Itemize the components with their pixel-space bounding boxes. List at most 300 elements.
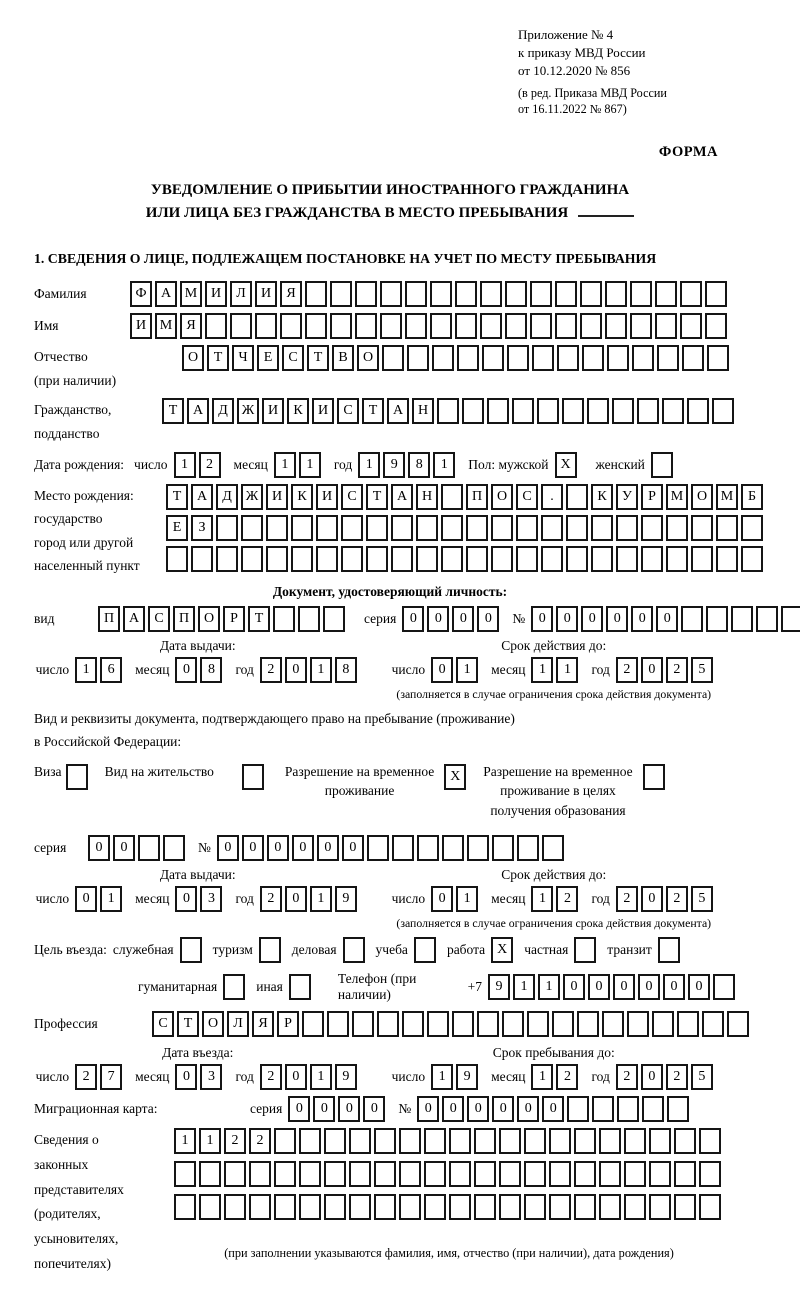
char-cell[interactable] <box>505 313 527 339</box>
char-cell[interactable]: 8 <box>200 657 222 683</box>
char-cell[interactable] <box>166 546 188 572</box>
char-cell[interactable]: Ф <box>130 281 152 307</box>
char-cell[interactable]: Я <box>252 1011 274 1037</box>
char-cell[interactable] <box>305 281 327 307</box>
char-cell[interactable] <box>199 1161 221 1187</box>
char-cell[interactable]: 0 <box>175 1064 197 1090</box>
char-cell[interactable] <box>399 1161 421 1187</box>
char-cell[interactable] <box>432 345 454 371</box>
char-cell[interactable]: 0 <box>427 606 449 632</box>
char-cell[interactable] <box>163 835 185 861</box>
char-cell[interactable] <box>374 1128 396 1154</box>
char-cell[interactable]: В <box>332 345 354 371</box>
char-cell[interactable]: 2 <box>666 657 688 683</box>
char-cell[interactable] <box>574 1161 596 1187</box>
char-cell[interactable] <box>527 1011 549 1037</box>
char-cell[interactable] <box>557 345 579 371</box>
char-cell[interactable]: Т <box>362 398 384 424</box>
char-cell[interactable] <box>524 1128 546 1154</box>
char-cell[interactable] <box>449 1161 471 1187</box>
char-cell[interactable]: 2 <box>616 1064 638 1090</box>
char-cell[interactable]: 0 <box>638 974 660 1000</box>
char-cell[interactable] <box>492 835 514 861</box>
char-cell[interactable]: 9 <box>488 974 510 1000</box>
char-cell[interactable] <box>441 546 463 572</box>
char-cell[interactable] <box>266 546 288 572</box>
char-cell[interactable] <box>449 1194 471 1220</box>
char-cell[interactable] <box>517 835 539 861</box>
char-cell[interactable]: Т <box>307 345 329 371</box>
char-cell[interactable] <box>741 515 763 541</box>
char-cell[interactable] <box>591 546 613 572</box>
char-cell[interactable] <box>587 398 609 424</box>
char-cell[interactable] <box>424 1128 446 1154</box>
char-cell[interactable]: Н <box>412 398 434 424</box>
char-cell[interactable]: 0 <box>631 606 653 632</box>
char-cell[interactable] <box>516 546 538 572</box>
char-cell[interactable]: 0 <box>477 606 499 632</box>
char-cell[interactable] <box>691 515 713 541</box>
char-cell[interactable]: О <box>357 345 379 371</box>
char-cell[interactable] <box>574 1194 596 1220</box>
char-cell[interactable] <box>577 1011 599 1037</box>
char-cell[interactable] <box>491 515 513 541</box>
char-cell[interactable]: 0 <box>452 606 474 632</box>
char-cell[interactable]: 0 <box>288 1096 310 1122</box>
char-cell[interactable] <box>616 546 638 572</box>
char-cell[interactable] <box>630 281 652 307</box>
char-cell[interactable] <box>706 606 728 632</box>
char-cell[interactable]: 2 <box>260 657 282 683</box>
char-cell[interactable] <box>455 281 477 307</box>
char-cell[interactable]: 2 <box>260 1064 282 1090</box>
char-cell[interactable]: 0 <box>581 606 603 632</box>
char-cell[interactable] <box>681 606 703 632</box>
char-cell[interactable] <box>537 398 559 424</box>
char-cell[interactable] <box>655 281 677 307</box>
char-cell[interactable]: 1 <box>310 657 332 683</box>
char-cell[interactable] <box>349 1161 371 1187</box>
char-cell[interactable]: 1 <box>538 974 560 1000</box>
char-cell[interactable]: 3 <box>200 1064 222 1090</box>
char-cell[interactable] <box>266 515 288 541</box>
char-cell[interactable] <box>505 281 527 307</box>
char-cell[interactable]: Д <box>212 398 234 424</box>
char-cell[interactable]: А <box>191 484 213 510</box>
char-cell[interactable]: 1 <box>513 974 535 1000</box>
char-cell[interactable]: Ж <box>237 398 259 424</box>
char-cell[interactable] <box>480 313 502 339</box>
char-cell[interactable] <box>566 484 588 510</box>
char-cell[interactable]: 1 <box>75 657 97 683</box>
char-cell[interactable] <box>224 1161 246 1187</box>
char-cell[interactable]: 1 <box>274 452 296 478</box>
char-cell[interactable]: 1 <box>310 1064 332 1090</box>
char-cell[interactable] <box>480 281 502 307</box>
char-cell[interactable]: Т <box>207 345 229 371</box>
char-cell[interactable]: 9 <box>335 1064 357 1090</box>
char-cell[interactable] <box>380 313 402 339</box>
char-cell[interactable] <box>138 835 160 861</box>
char-cell[interactable]: Т <box>166 484 188 510</box>
char-cell[interactable] <box>442 835 464 861</box>
char-cell[interactable] <box>341 546 363 572</box>
char-cell[interactable]: У <box>616 484 638 510</box>
char-cell[interactable] <box>427 1011 449 1037</box>
char-cell[interactable] <box>367 835 389 861</box>
char-cell[interactable]: 0 <box>417 1096 439 1122</box>
char-cell[interactable] <box>302 1011 324 1037</box>
char-cell[interactable]: 2 <box>224 1128 246 1154</box>
char-cell[interactable]: Т <box>162 398 184 424</box>
char-cell[interactable]: 1 <box>100 886 122 912</box>
char-cell[interactable]: 8 <box>335 657 357 683</box>
char-cell[interactable] <box>216 515 238 541</box>
char-cell[interactable]: И <box>262 398 284 424</box>
char-cell[interactable] <box>541 546 563 572</box>
char-cell[interactable]: 0 <box>531 606 553 632</box>
char-cell[interactable] <box>323 606 345 632</box>
char-cell[interactable] <box>441 515 463 541</box>
char-cell[interactable]: О <box>198 606 220 632</box>
char-cell[interactable] <box>630 313 652 339</box>
char-cell[interactable]: Б <box>741 484 763 510</box>
char-cell[interactable] <box>642 1096 664 1122</box>
char-cell[interactable]: Т <box>366 484 388 510</box>
char-cell[interactable]: 0 <box>563 974 585 1000</box>
char-cell[interactable] <box>651 452 673 478</box>
char-cell[interactable]: С <box>282 345 304 371</box>
char-cell[interactable] <box>652 1011 674 1037</box>
char-cell[interactable] <box>324 1128 346 1154</box>
char-cell[interactable]: 0 <box>285 1064 307 1090</box>
char-cell[interactable] <box>658 937 680 963</box>
char-cell[interactable]: 0 <box>663 974 685 1000</box>
char-cell[interactable]: 1 <box>531 1064 553 1090</box>
char-cell[interactable]: 2 <box>199 452 221 478</box>
char-cell[interactable]: 5 <box>691 1064 713 1090</box>
char-cell[interactable] <box>280 313 302 339</box>
char-cell[interactable]: Н <box>416 484 438 510</box>
char-cell[interactable]: 5 <box>691 657 713 683</box>
char-cell[interactable]: И <box>266 484 288 510</box>
char-cell[interactable] <box>405 313 427 339</box>
char-cell[interactable] <box>524 1194 546 1220</box>
char-cell[interactable] <box>316 546 338 572</box>
char-cell[interactable] <box>687 398 709 424</box>
char-cell[interactable] <box>324 1161 346 1187</box>
char-cell[interactable]: 0 <box>517 1096 539 1122</box>
char-cell[interactable]: 0 <box>342 835 364 861</box>
char-cell[interactable] <box>662 398 684 424</box>
char-cell[interactable]: 0 <box>492 1096 514 1122</box>
char-cell[interactable] <box>607 345 629 371</box>
char-cell[interactable] <box>374 1194 396 1220</box>
char-cell[interactable] <box>549 1161 571 1187</box>
char-cell[interactable] <box>552 1011 574 1037</box>
char-cell[interactable]: К <box>591 484 613 510</box>
char-cell[interactable] <box>580 313 602 339</box>
char-cell[interactable]: 9 <box>383 452 405 478</box>
char-cell[interactable] <box>499 1128 521 1154</box>
char-cell[interactable]: П <box>173 606 195 632</box>
char-cell[interactable] <box>274 1128 296 1154</box>
char-cell[interactable]: С <box>152 1011 174 1037</box>
char-cell[interactable] <box>499 1161 521 1187</box>
char-cell[interactable] <box>377 1011 399 1037</box>
char-cell[interactable] <box>66 764 88 790</box>
char-cell[interactable]: X <box>555 452 577 478</box>
char-cell[interactable] <box>223 974 245 1000</box>
char-cell[interactable] <box>612 398 634 424</box>
char-cell[interactable]: 1 <box>310 886 332 912</box>
char-cell[interactable]: 1 <box>174 1128 196 1154</box>
char-cell[interactable]: 0 <box>467 1096 489 1122</box>
char-cell[interactable] <box>516 515 538 541</box>
char-cell[interactable] <box>430 313 452 339</box>
char-cell[interactable]: 2 <box>556 1064 578 1090</box>
char-cell[interactable]: 6 <box>100 657 122 683</box>
char-cell[interactable]: 1 <box>556 657 578 683</box>
char-cell[interactable] <box>682 345 704 371</box>
char-cell[interactable] <box>699 1161 721 1187</box>
char-cell[interactable]: М <box>666 484 688 510</box>
char-cell[interactable] <box>542 835 564 861</box>
char-cell[interactable] <box>298 606 320 632</box>
char-cell[interactable] <box>566 515 588 541</box>
char-cell[interactable] <box>666 515 688 541</box>
char-cell[interactable] <box>249 1161 271 1187</box>
char-cell[interactable]: С <box>337 398 359 424</box>
char-cell[interactable]: К <box>287 398 309 424</box>
char-cell[interactable] <box>580 281 602 307</box>
char-cell[interactable]: 1 <box>199 1128 221 1154</box>
char-cell[interactable] <box>452 1011 474 1037</box>
char-cell[interactable] <box>457 345 479 371</box>
char-cell[interactable] <box>330 313 352 339</box>
char-cell[interactable] <box>491 546 513 572</box>
char-cell[interactable]: А <box>391 484 413 510</box>
char-cell[interactable]: 5 <box>691 886 713 912</box>
char-cell[interactable]: Р <box>641 484 663 510</box>
char-cell[interactable] <box>507 345 529 371</box>
char-cell[interactable] <box>174 1161 196 1187</box>
char-cell[interactable] <box>414 937 436 963</box>
char-cell[interactable] <box>502 1011 524 1037</box>
char-cell[interactable] <box>649 1128 671 1154</box>
char-cell[interactable]: П <box>466 484 488 510</box>
char-cell[interactable] <box>562 398 584 424</box>
char-cell[interactable] <box>259 937 281 963</box>
char-cell[interactable]: 0 <box>641 886 663 912</box>
char-cell[interactable] <box>605 313 627 339</box>
char-cell[interactable] <box>655 313 677 339</box>
char-cell[interactable] <box>530 281 552 307</box>
char-cell[interactable] <box>677 1011 699 1037</box>
char-cell[interactable]: 2 <box>75 1064 97 1090</box>
char-cell[interactable]: И <box>205 281 227 307</box>
char-cell[interactable]: X <box>444 764 466 790</box>
char-cell[interactable]: 0 <box>175 886 197 912</box>
char-cell[interactable]: П <box>98 606 120 632</box>
char-cell[interactable]: 0 <box>363 1096 385 1122</box>
char-cell[interactable] <box>299 1194 321 1220</box>
char-cell[interactable]: 0 <box>688 974 710 1000</box>
char-cell[interactable] <box>467 835 489 861</box>
char-cell[interactable] <box>741 546 763 572</box>
char-cell[interactable] <box>399 1194 421 1220</box>
char-cell[interactable]: 1 <box>456 886 478 912</box>
char-cell[interactable] <box>712 398 734 424</box>
char-cell[interactable]: 0 <box>613 974 635 1000</box>
char-cell[interactable]: Т <box>177 1011 199 1037</box>
char-cell[interactable]: 0 <box>606 606 628 632</box>
char-cell[interactable] <box>624 1161 646 1187</box>
char-cell[interactable] <box>781 606 800 632</box>
char-cell[interactable] <box>407 345 429 371</box>
char-cell[interactable] <box>205 313 227 339</box>
char-cell[interactable] <box>180 937 202 963</box>
char-cell[interactable] <box>582 345 604 371</box>
char-cell[interactable] <box>641 546 663 572</box>
char-cell[interactable]: 0 <box>313 1096 335 1122</box>
char-cell[interactable]: Е <box>257 345 279 371</box>
char-cell[interactable]: 0 <box>292 835 314 861</box>
char-cell[interactable] <box>316 515 338 541</box>
char-cell[interactable] <box>416 515 438 541</box>
char-cell[interactable] <box>382 345 404 371</box>
char-cell[interactable]: 2 <box>616 657 638 683</box>
char-cell[interactable]: 2 <box>556 886 578 912</box>
char-cell[interactable]: 3 <box>200 886 222 912</box>
char-cell[interactable] <box>191 546 213 572</box>
char-cell[interactable]: 0 <box>75 886 97 912</box>
char-cell[interactable]: 9 <box>456 1064 478 1090</box>
char-cell[interactable]: 0 <box>641 1064 663 1090</box>
char-cell[interactable] <box>399 1128 421 1154</box>
char-cell[interactable]: И <box>255 281 277 307</box>
char-cell[interactable]: И <box>312 398 334 424</box>
char-cell[interactable]: 1 <box>299 452 321 478</box>
char-cell[interactable] <box>691 546 713 572</box>
char-cell[interactable] <box>756 606 778 632</box>
char-cell[interactable] <box>617 1096 639 1122</box>
char-cell[interactable]: 0 <box>217 835 239 861</box>
char-cell[interactable] <box>417 835 439 861</box>
char-cell[interactable]: О <box>202 1011 224 1037</box>
char-cell[interactable]: С <box>148 606 170 632</box>
char-cell[interactable] <box>455 313 477 339</box>
char-cell[interactable]: 0 <box>588 974 610 1000</box>
char-cell[interactable]: 2 <box>249 1128 271 1154</box>
char-cell[interactable] <box>352 1011 374 1037</box>
char-cell[interactable] <box>462 398 484 424</box>
char-cell[interactable] <box>667 1096 689 1122</box>
char-cell[interactable] <box>273 606 295 632</box>
char-cell[interactable]: М <box>716 484 738 510</box>
char-cell[interactable]: 0 <box>556 606 578 632</box>
char-cell[interactable] <box>666 546 688 572</box>
char-cell[interactable] <box>699 1128 721 1154</box>
char-cell[interactable] <box>532 345 554 371</box>
char-cell[interactable]: 0 <box>285 886 307 912</box>
char-cell[interactable] <box>567 1096 589 1122</box>
char-cell[interactable]: 0 <box>113 835 135 861</box>
char-cell[interactable]: 0 <box>175 657 197 683</box>
char-cell[interactable]: Ч <box>232 345 254 371</box>
char-cell[interactable]: А <box>187 398 209 424</box>
char-cell[interactable] <box>341 515 363 541</box>
char-cell[interactable]: 2 <box>260 886 282 912</box>
char-cell[interactable] <box>627 1011 649 1037</box>
char-cell[interactable] <box>680 313 702 339</box>
char-cell[interactable]: О <box>491 484 513 510</box>
char-cell[interactable] <box>702 1011 724 1037</box>
char-cell[interactable]: 1 <box>531 886 553 912</box>
char-cell[interactable] <box>707 345 729 371</box>
char-cell[interactable] <box>402 1011 424 1037</box>
char-cell[interactable]: 0 <box>431 657 453 683</box>
char-cell[interactable]: А <box>123 606 145 632</box>
char-cell[interactable] <box>731 606 753 632</box>
char-cell[interactable]: 0 <box>542 1096 564 1122</box>
char-cell[interactable] <box>349 1128 371 1154</box>
char-cell[interactable] <box>699 1194 721 1220</box>
char-cell[interactable] <box>324 1194 346 1220</box>
char-cell[interactable] <box>637 398 659 424</box>
char-cell[interactable] <box>437 398 459 424</box>
char-cell[interactable] <box>327 1011 349 1037</box>
char-cell[interactable] <box>299 1128 321 1154</box>
char-cell[interactable] <box>430 281 452 307</box>
char-cell[interactable] <box>499 1194 521 1220</box>
char-cell[interactable] <box>680 281 702 307</box>
char-cell[interactable] <box>624 1194 646 1220</box>
char-cell[interactable] <box>355 313 377 339</box>
char-cell[interactable]: 0 <box>338 1096 360 1122</box>
char-cell[interactable]: О <box>182 345 204 371</box>
char-cell[interactable] <box>624 1128 646 1154</box>
char-cell[interactable] <box>482 345 504 371</box>
char-cell[interactable] <box>674 1194 696 1220</box>
char-cell[interactable]: 1 <box>174 452 196 478</box>
char-cell[interactable] <box>549 1128 571 1154</box>
char-cell[interactable]: 0 <box>641 657 663 683</box>
char-cell[interactable] <box>274 1161 296 1187</box>
char-cell[interactable] <box>416 546 438 572</box>
char-cell[interactable]: 8 <box>408 452 430 478</box>
char-cell[interactable] <box>424 1194 446 1220</box>
char-cell[interactable] <box>641 515 663 541</box>
char-cell[interactable]: Д <box>216 484 238 510</box>
char-cell[interactable] <box>274 1194 296 1220</box>
char-cell[interactable] <box>355 281 377 307</box>
char-cell[interactable] <box>305 313 327 339</box>
char-cell[interactable] <box>466 515 488 541</box>
char-cell[interactable] <box>330 281 352 307</box>
char-cell[interactable]: А <box>155 281 177 307</box>
char-cell[interactable]: 7 <box>100 1064 122 1090</box>
char-cell[interactable] <box>524 1161 546 1187</box>
char-cell[interactable] <box>449 1128 471 1154</box>
char-cell[interactable] <box>224 1194 246 1220</box>
char-cell[interactable] <box>574 937 596 963</box>
char-cell[interactable]: 0 <box>431 886 453 912</box>
char-cell[interactable] <box>291 546 313 572</box>
char-cell[interactable] <box>241 546 263 572</box>
char-cell[interactable] <box>649 1161 671 1187</box>
char-cell[interactable] <box>374 1161 396 1187</box>
